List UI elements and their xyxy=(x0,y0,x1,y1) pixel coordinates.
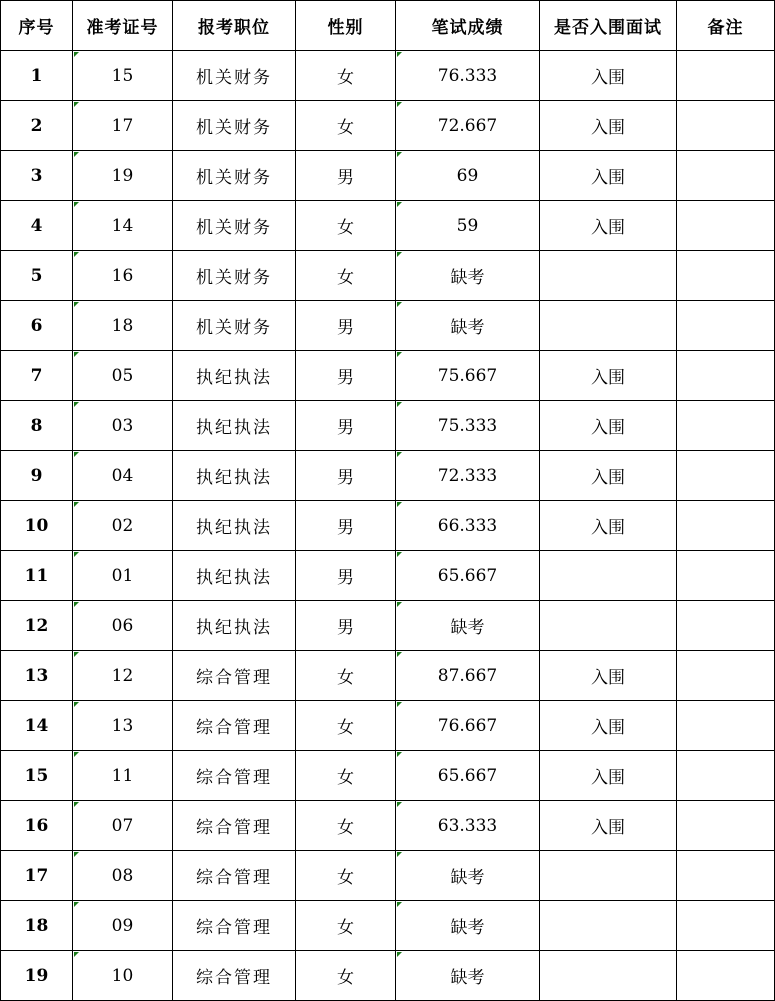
header-note: 备注 xyxy=(677,1,775,51)
cell-interview-status: 入围 xyxy=(540,451,677,501)
cell-position: 执纪执法 xyxy=(173,351,296,401)
cell-gender: 男 xyxy=(296,351,396,401)
cell-gender: 男 xyxy=(296,551,396,601)
table-row xyxy=(1,351,775,401)
cell-gender: 男 xyxy=(296,401,396,451)
cell-exam-id: 01 xyxy=(73,551,173,601)
cell-exam-id: 03 xyxy=(73,401,173,451)
cell-position: 机关财务 xyxy=(173,201,296,251)
cell-position: 执纪执法 xyxy=(173,401,296,451)
cell-note xyxy=(677,501,775,551)
cell-interview-status xyxy=(540,901,677,951)
table-body xyxy=(1,51,775,1001)
cell-exam-id: 08 xyxy=(73,851,173,901)
table-row xyxy=(1,101,775,151)
cell-interview-status xyxy=(540,951,677,1001)
header-score: 笔试成绩 xyxy=(396,1,540,51)
cell-position: 综合管理 xyxy=(173,901,296,951)
cell-exam-id: 05 xyxy=(73,351,173,401)
cell-note xyxy=(677,101,775,151)
cell-seq: 9 xyxy=(1,451,73,501)
cell-position: 执纪执法 xyxy=(173,551,296,601)
cell-position: 综合管理 xyxy=(173,801,296,851)
header-exam-id: 准考证号 xyxy=(73,1,173,51)
cell-exam-id: 13 xyxy=(73,701,173,751)
cell-interview-status: 入围 xyxy=(540,701,677,751)
cell-interview-status: 入围 xyxy=(540,351,677,401)
cell-gender: 男 xyxy=(296,301,396,351)
cell-interview-status xyxy=(540,851,677,901)
cell-seq: 7 xyxy=(1,351,73,401)
cell-gender: 女 xyxy=(296,751,396,801)
table-row xyxy=(1,301,775,351)
table-row xyxy=(1,951,775,1001)
header-row xyxy=(1,1,775,51)
cell-score: 69 xyxy=(396,151,540,201)
cell-seq: 6 xyxy=(1,301,73,351)
cell-seq: 5 xyxy=(1,251,73,301)
header-interview-status: 是否入围面试 xyxy=(540,1,677,51)
cell-note xyxy=(677,951,775,1001)
cell-note xyxy=(677,601,775,651)
cell-score: 72.333 xyxy=(396,451,540,501)
cell-position: 综合管理 xyxy=(173,851,296,901)
cell-exam-id: 15 xyxy=(73,51,173,101)
cell-seq: 17 xyxy=(1,851,73,901)
cell-score: 63.333 xyxy=(396,801,540,851)
cell-note xyxy=(677,201,775,251)
cell-position: 执纪执法 xyxy=(173,451,296,501)
cell-exam-id: 09 xyxy=(73,901,173,951)
cell-note xyxy=(677,651,775,701)
cell-position: 综合管理 xyxy=(173,751,296,801)
cell-note xyxy=(677,701,775,751)
cell-gender: 女 xyxy=(296,251,396,301)
cell-score: 缺考 xyxy=(396,951,540,1001)
cell-score: 缺考 xyxy=(396,301,540,351)
cell-gender: 男 xyxy=(296,501,396,551)
cell-note xyxy=(677,551,775,601)
cell-position: 综合管理 xyxy=(173,651,296,701)
cell-seq: 14 xyxy=(1,701,73,751)
cell-gender: 女 xyxy=(296,801,396,851)
cell-score: 72.667 xyxy=(396,101,540,151)
cell-position: 机关财务 xyxy=(173,301,296,351)
cell-note xyxy=(677,751,775,801)
cell-exam-id: 04 xyxy=(73,451,173,501)
cell-exam-id: 11 xyxy=(73,751,173,801)
cell-seq: 12 xyxy=(1,601,73,651)
cell-score: 65.667 xyxy=(396,551,540,601)
table-row xyxy=(1,751,775,801)
cell-note xyxy=(677,151,775,201)
cell-score: 66.333 xyxy=(396,501,540,551)
table-row xyxy=(1,651,775,701)
cell-seq: 4 xyxy=(1,201,73,251)
cell-exam-id: 14 xyxy=(73,201,173,251)
cell-note xyxy=(677,851,775,901)
cell-exam-id: 07 xyxy=(73,801,173,851)
cell-score: 缺考 xyxy=(396,851,540,901)
cell-gender: 女 xyxy=(296,901,396,951)
cell-interview-status: 入围 xyxy=(540,201,677,251)
cell-score: 缺考 xyxy=(396,901,540,951)
cell-seq: 15 xyxy=(1,751,73,801)
cell-interview-status: 入围 xyxy=(540,51,677,101)
cell-seq: 1 xyxy=(1,51,73,101)
cell-exam-id: 02 xyxy=(73,501,173,551)
cell-position: 机关财务 xyxy=(173,51,296,101)
cell-gender: 女 xyxy=(296,201,396,251)
cell-seq: 13 xyxy=(1,651,73,701)
table-row xyxy=(1,901,775,951)
cell-exam-id: 06 xyxy=(73,601,173,651)
table-row xyxy=(1,451,775,501)
cell-note xyxy=(677,451,775,501)
cell-position: 综合管理 xyxy=(173,951,296,1001)
cell-score: 87.667 xyxy=(396,651,540,701)
cell-score: 75.333 xyxy=(396,401,540,451)
cell-exam-id: 18 xyxy=(73,301,173,351)
table-row xyxy=(1,201,775,251)
cell-interview-status: 入围 xyxy=(540,501,677,551)
table-row xyxy=(1,801,775,851)
header-gender: 性别 xyxy=(296,1,396,51)
table-row xyxy=(1,851,775,901)
cell-exam-id: 10 xyxy=(73,951,173,1001)
cell-gender: 女 xyxy=(296,851,396,901)
cell-gender: 男 xyxy=(296,601,396,651)
cell-interview-status: 入围 xyxy=(540,151,677,201)
cell-gender: 女 xyxy=(296,51,396,101)
cell-seq: 16 xyxy=(1,801,73,851)
cell-interview-status xyxy=(540,301,677,351)
table-row xyxy=(1,501,775,551)
cell-seq: 2 xyxy=(1,101,73,151)
cell-position: 执纪执法 xyxy=(173,501,296,551)
cell-position: 机关财务 xyxy=(173,151,296,201)
table-row xyxy=(1,601,775,651)
table-row xyxy=(1,401,775,451)
table-row xyxy=(1,251,775,301)
cell-score: 59 xyxy=(396,201,540,251)
cell-note xyxy=(677,351,775,401)
table-row xyxy=(1,51,775,101)
cell-position: 机关财务 xyxy=(173,101,296,151)
cell-interview-status: 入围 xyxy=(540,801,677,851)
cell-exam-id: 19 xyxy=(73,151,173,201)
cell-position: 执纪执法 xyxy=(173,601,296,651)
cell-score: 缺考 xyxy=(396,601,540,651)
cell-score: 65.667 xyxy=(396,751,540,801)
cell-note xyxy=(677,251,775,301)
cell-position: 综合管理 xyxy=(173,701,296,751)
cell-score: 76.333 xyxy=(396,51,540,101)
cell-gender: 女 xyxy=(296,101,396,151)
cell-seq: 18 xyxy=(1,901,73,951)
table-row xyxy=(1,151,775,201)
cell-note xyxy=(677,801,775,851)
cell-score: 76.667 xyxy=(396,701,540,751)
cell-note xyxy=(677,51,775,101)
cell-seq: 8 xyxy=(1,401,73,451)
cell-score: 75.667 xyxy=(396,351,540,401)
cell-note xyxy=(677,401,775,451)
cell-gender: 女 xyxy=(296,701,396,751)
table-row xyxy=(1,551,775,601)
cell-seq: 19 xyxy=(1,951,73,1001)
cell-note xyxy=(677,901,775,951)
cell-interview-status: 入围 xyxy=(540,651,677,701)
cell-note xyxy=(677,301,775,351)
cell-seq: 11 xyxy=(1,551,73,601)
header-position: 报考职位 xyxy=(173,1,296,51)
cell-seq: 3 xyxy=(1,151,73,201)
cell-interview-status: 入围 xyxy=(540,401,677,451)
cell-gender: 男 xyxy=(296,151,396,201)
cell-interview-status xyxy=(540,251,677,301)
cell-position: 机关财务 xyxy=(173,251,296,301)
cell-interview-status xyxy=(540,601,677,651)
cell-interview-status xyxy=(540,551,677,601)
cell-exam-id: 12 xyxy=(73,651,173,701)
cell-exam-id: 17 xyxy=(73,101,173,151)
cell-interview-status: 入围 xyxy=(540,101,677,151)
cell-score: 缺考 xyxy=(396,251,540,301)
cell-gender: 男 xyxy=(296,451,396,501)
cell-gender: 女 xyxy=(296,651,396,701)
cell-gender: 女 xyxy=(296,951,396,1001)
cell-interview-status: 入围 xyxy=(540,751,677,801)
cell-seq: 10 xyxy=(1,501,73,551)
table-row xyxy=(1,701,775,751)
header-seq: 序号 xyxy=(1,1,73,51)
cell-exam-id: 16 xyxy=(73,251,173,301)
